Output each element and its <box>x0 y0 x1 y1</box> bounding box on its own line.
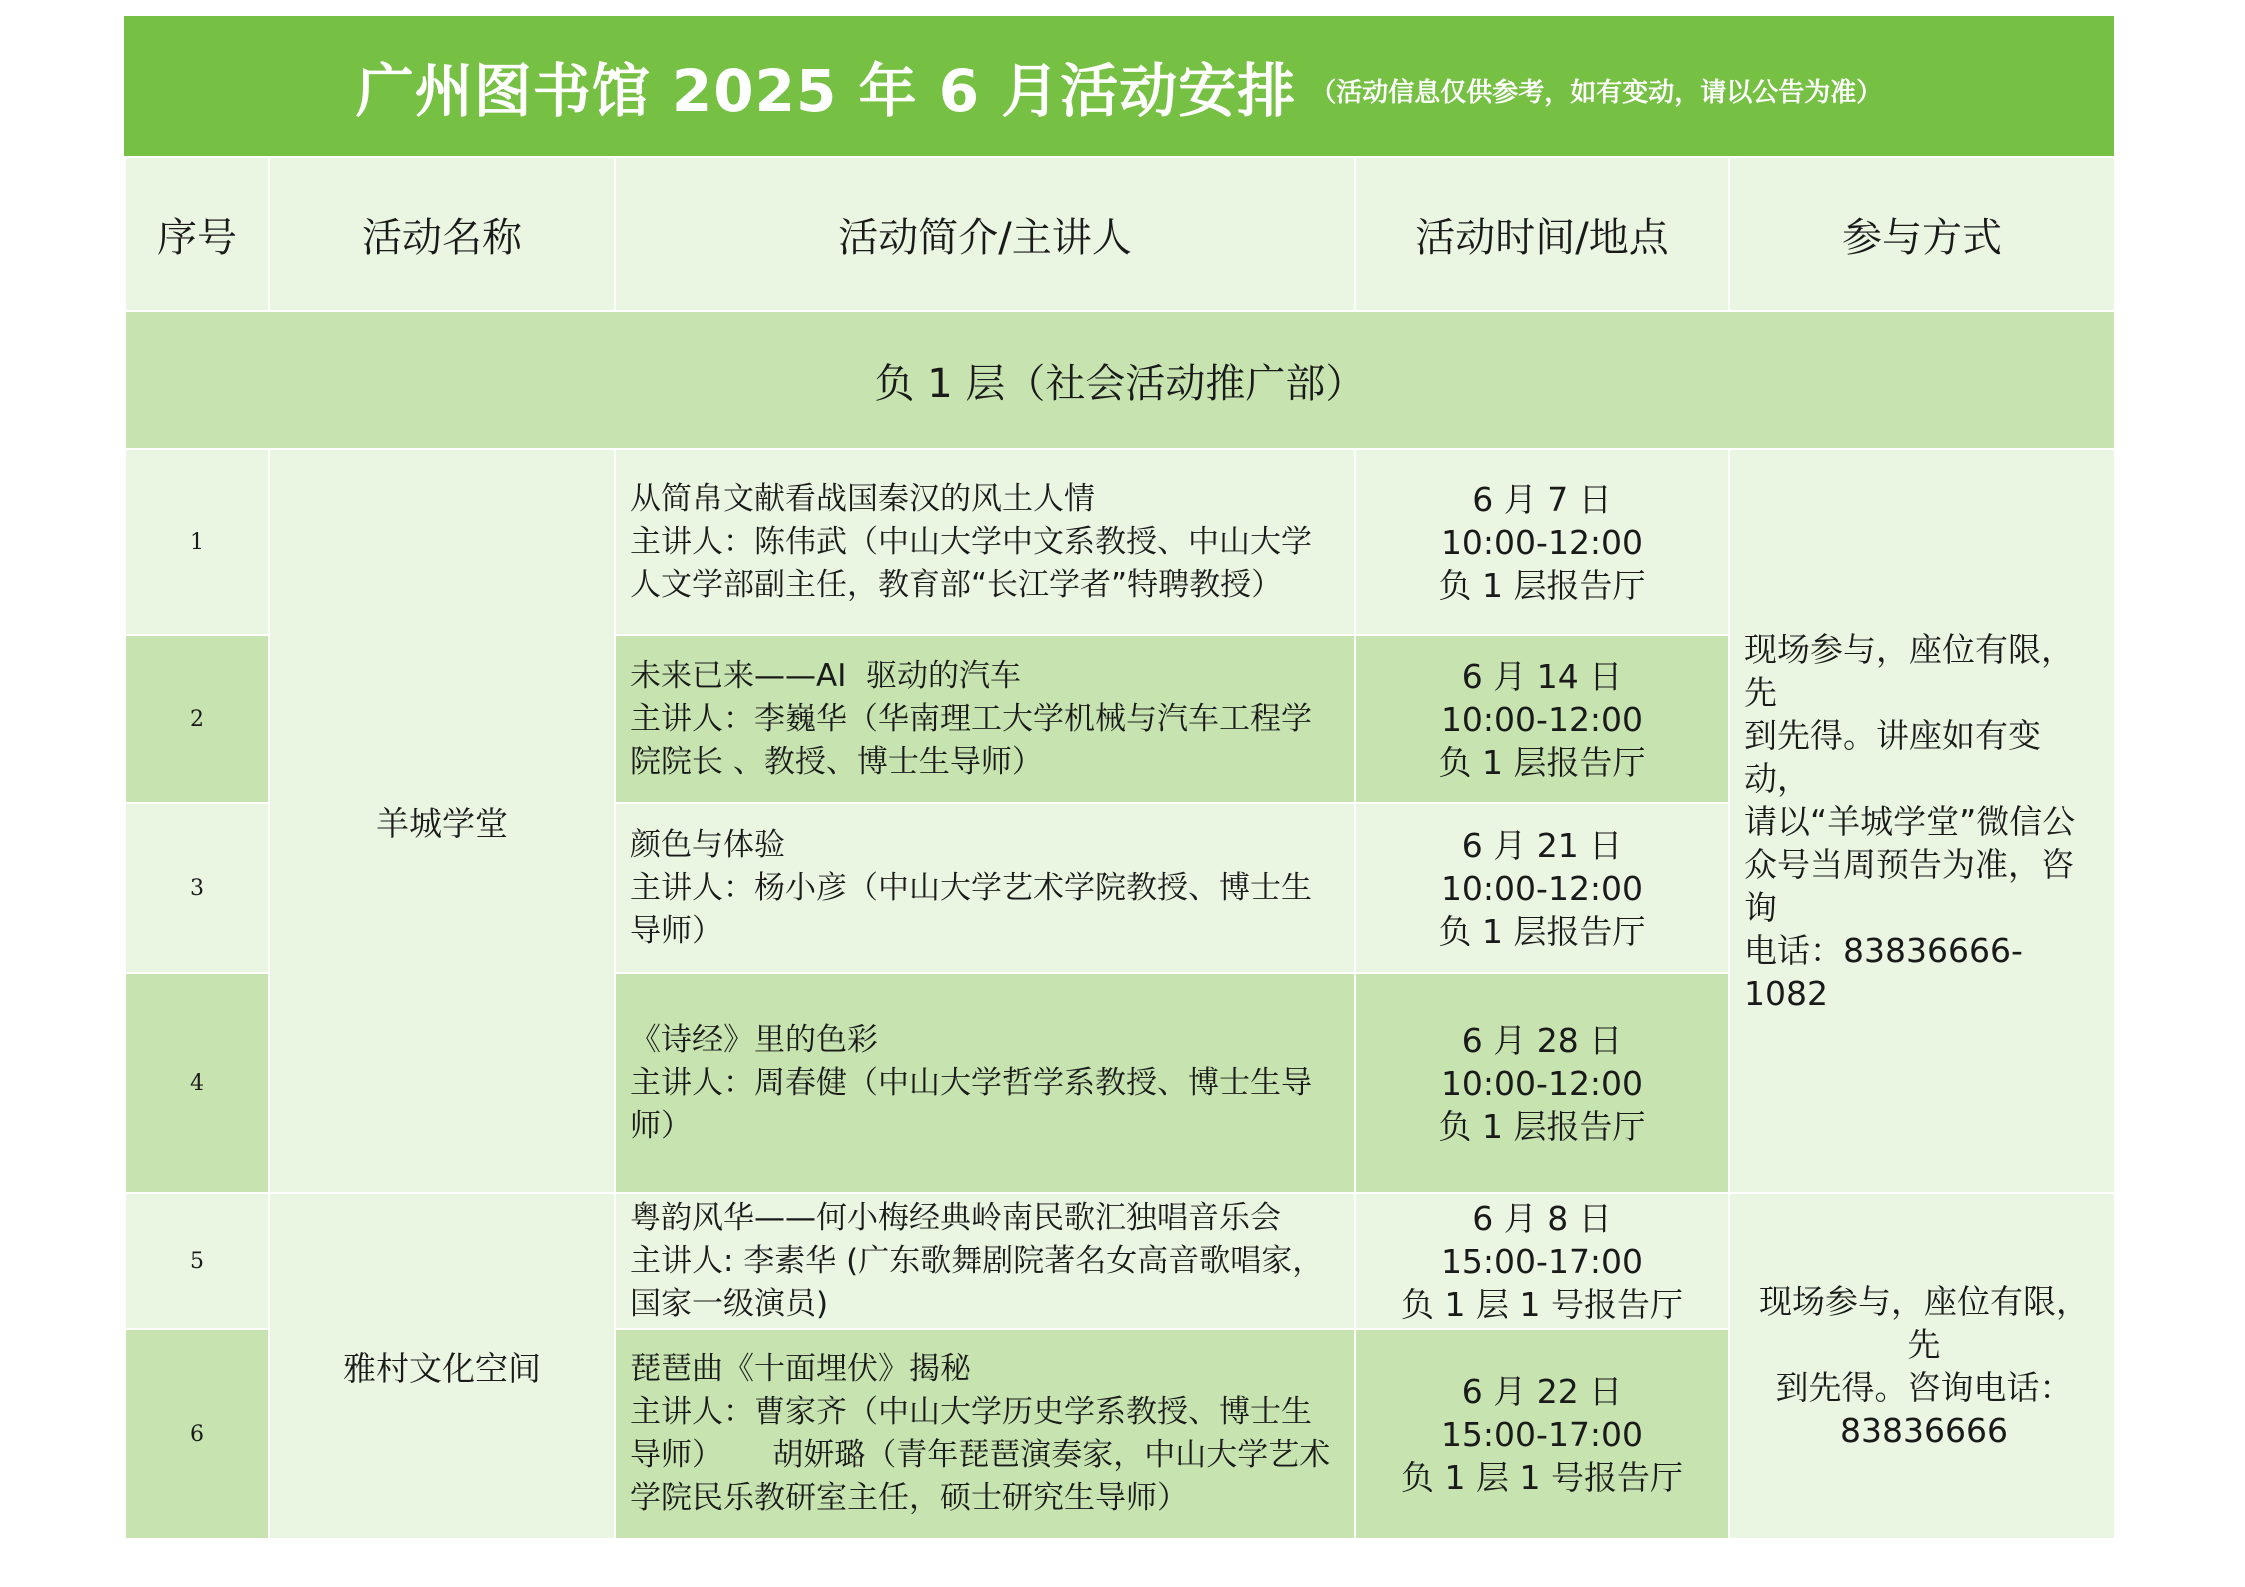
activity-time <box>1355 1329 1729 1539</box>
column-header-time: 活动时间/地点 <box>1355 157 1729 311</box>
activity-time <box>1355 635 1729 803</box>
row-number: 6 <box>125 1329 269 1539</box>
column-header-name: 活动名称 <box>269 157 615 311</box>
time-hours: 15:00-17:00 <box>1440 1414 1644 1454</box>
time-place: 负 1 层 1 号报告厅 <box>1401 1284 1683 1324</box>
activity-intro <box>615 449 1355 635</box>
time-place: 负 1 层报告厅 <box>1438 565 1646 605</box>
section-title: 负 1 层（社会活动推广部） <box>125 311 2115 449</box>
join-line: 现场参与，座位有限，先 <box>1759 1282 2089 1364</box>
intro-line: 人文学部副主任，教育部“长江学者”特聘教授） <box>630 566 1283 603</box>
table-row <box>125 1193 2115 1329</box>
activity-intro <box>615 1329 1355 1539</box>
intro-line: 导师） 胡妍璐（青年琵琶演奏家，中山大学艺术 <box>630 1437 1331 1473</box>
column-header-intro: 活动简介/主讲人 <box>615 157 1355 311</box>
intro-line: 导师） <box>630 912 723 949</box>
intro-line: 主讲人：杨小彦（中山大学艺术学院教授、博士生 <box>630 869 1312 906</box>
time-date: 6 月 14 日 <box>1461 656 1623 696</box>
intro-line: 主讲人：曹家齐（中山大学历史学系教授、博士生 <box>630 1394 1312 1430</box>
row-number: 3 <box>125 803 269 973</box>
activity-name: 羊城学堂 <box>269 449 615 1193</box>
row-number: 4 <box>125 973 269 1193</box>
join-line: 请以“羊城学堂”微信公 <box>1744 801 2076 841</box>
row-number: 2 <box>125 635 269 803</box>
intro-line: 粤韵风华——何小梅经典岭南民歌汇独唱音乐会 <box>630 1199 1281 1236</box>
row-number: 1 <box>125 449 269 635</box>
participation-method <box>1729 1193 2115 1539</box>
table-row <box>125 449 2115 635</box>
header-row <box>125 157 2115 311</box>
schedule-table <box>124 156 2116 1540</box>
page-title: 广州图书馆 2025 年 6 月活动安排 <box>355 57 1297 125</box>
join-line: 到先得。讲座如有变动， <box>1744 715 2041 798</box>
title-note: （活动信息仅供参考，如有变动，请以公告为准） <box>1310 77 1883 108</box>
activity-intro <box>615 635 1355 803</box>
activity-time <box>1355 803 1729 973</box>
intro-line: 学院民乐教研室主任，硕士研究生导师） <box>630 1480 1188 1516</box>
activity-intro <box>615 1193 1355 1329</box>
time-date: 6 月 22 日 <box>1461 1371 1623 1411</box>
intro-line: 国家一级演员) <box>630 1285 829 1322</box>
join-line: 众号当周预告为准，咨询 <box>1744 844 2074 927</box>
column-header-join: 参与方式 <box>1729 157 2115 311</box>
activity-intro <box>615 973 1355 1193</box>
intro-line: 主讲人：周春健（中山大学哲学系教授、博士生导 <box>630 1064 1312 1101</box>
intro-line: 从简帛文献看战国秦汉的风土人情 <box>630 480 1095 517</box>
join-line: 到先得。咨询电话： <box>1775 1368 2073 1407</box>
time-date: 6 月 8 日 <box>1472 1198 1612 1238</box>
time-date: 6 月 28 日 <box>1461 1020 1623 1060</box>
activity-time <box>1355 449 1729 635</box>
join-line: 电话：83836666-1082 <box>1744 930 2023 1013</box>
time-hours: 10:00-12:00 <box>1440 868 1644 908</box>
intro-line: 《诗经》里的色彩 <box>630 1021 878 1058</box>
intro-line: 颜色与体验 <box>630 826 785 863</box>
column-header-no: 序号 <box>125 157 269 311</box>
time-hours: 10:00-12:00 <box>1440 1063 1644 1103</box>
participation-method <box>1729 449 2115 1193</box>
join-line: 现场参与，座位有限，先 <box>1744 629 2074 712</box>
schedule-sheet <box>124 16 2114 1540</box>
intro-line: 主讲人：陈伟武（中山大学中文系教授、中山大学 <box>630 523 1312 560</box>
time-hours: 10:00-12:00 <box>1440 522 1644 562</box>
time-place: 负 1 层报告厅 <box>1438 911 1646 951</box>
intro-line: 主讲人: 李素华 (广东歌舞剧院著名女高音歌唱家， <box>630 1242 1324 1279</box>
join-line: 83836666 <box>1840 1411 2008 1450</box>
time-date: 6 月 21 日 <box>1461 825 1623 865</box>
time-place: 负 1 层报告厅 <box>1438 742 1646 782</box>
intro-line: 院院长 、教授、博士生导师） <box>630 743 1043 780</box>
activity-intro <box>615 803 1355 973</box>
time-date: 6 月 7 日 <box>1472 479 1612 519</box>
time-hours: 15:00-17:00 <box>1440 1241 1644 1281</box>
time-hours: 10:00-12:00 <box>1440 699 1644 739</box>
intro-line: 师） <box>630 1107 692 1144</box>
time-place: 负 1 层报告厅 <box>1438 1106 1646 1146</box>
activity-name: 雅村文化空间 <box>269 1193 615 1539</box>
row-number: 5 <box>125 1193 269 1329</box>
title-bar <box>124 16 2114 156</box>
intro-line: 未来已来——AI 驱动的汽车 <box>630 657 1022 694</box>
activity-time <box>1355 973 1729 1193</box>
intro-line: 主讲人：李巍华（华南理工大学机械与汽车工程学 <box>630 700 1312 737</box>
intro-line: 琵琶曲《十面埋伏》揭秘 <box>630 1351 971 1387</box>
activity-time <box>1355 1193 1729 1329</box>
time-place: 负 1 层 1 号报告厅 <box>1401 1457 1683 1497</box>
section-row <box>125 311 2115 449</box>
